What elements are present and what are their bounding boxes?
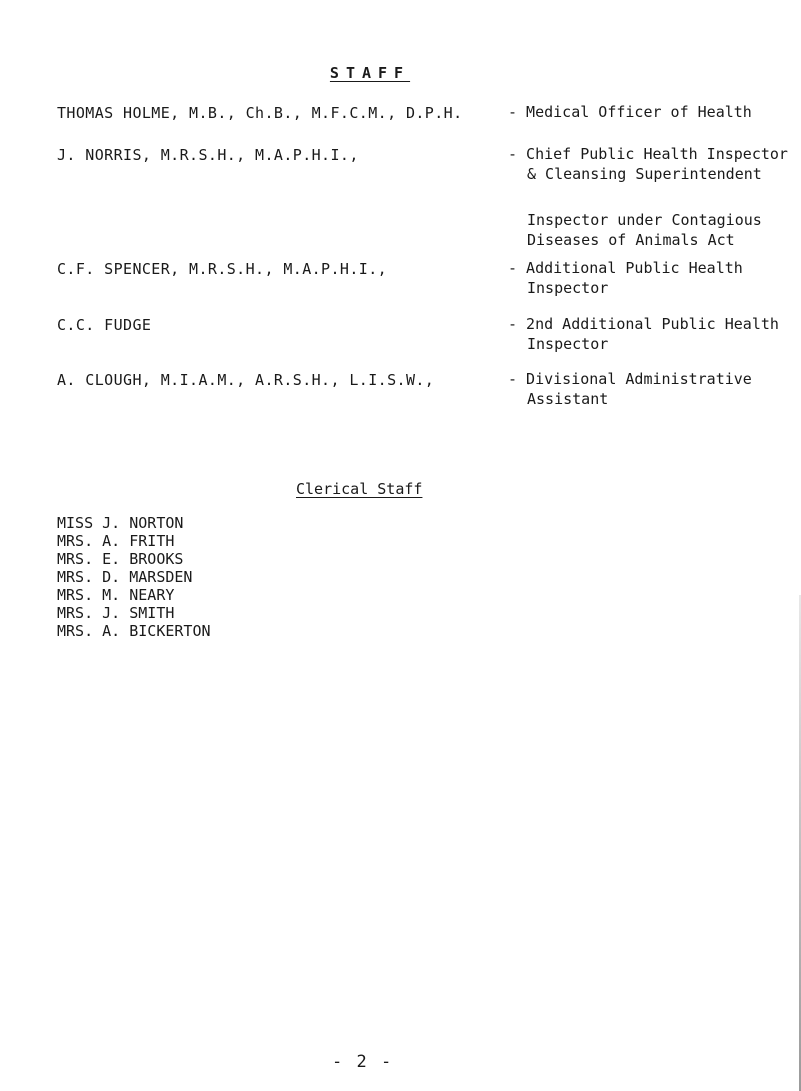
role-line: Inspector under Contagious [527,211,762,229]
role-line: Assistant [527,390,609,408]
role-line: - Additional Public Health [508,259,743,277]
staff-name-holme: THOMAS HOLME, M.B., Ch.B., M.F.C.M., D.P.H. [57,104,463,122]
clerical-staff-list [57,514,211,640]
list-item: MISS J. NORTON [57,514,184,532]
role-line: & Cleansing Superintendent [527,165,762,183]
staff-role-norris [508,144,788,184]
list-item: MRS. A. BICKERTON [57,622,211,640]
role-line: Inspector [527,279,609,297]
list-item: MRS. A. FRITH [57,532,175,550]
staff-role-holme [508,102,752,122]
staff-name-clough: A. CLOUGH, M.I.A.M., A.R.S.H., L.I.S.W., [57,371,435,389]
staff-name-norris: J. NORRIS, M.R.S.H., M.A.P.H.I., [57,146,359,164]
staff-role-spencer [508,258,743,298]
role-line: - Medical Officer of Health [508,103,752,121]
staff-role-clough [508,369,752,409]
list-item: MRS. E. BROOKS [57,550,184,568]
staff-heading: STAFF [329,64,411,82]
list-item: MRS. J. SMITH [57,604,175,622]
staff-name-fudge: C.C. FUDGE [57,316,152,334]
role-line: Diseases of Animals Act [527,231,735,249]
list-item: MRS. D. MARSDEN [57,568,193,586]
staff-name-spencer: C.F. SPENCER, M.R.S.H., M.A.P.H.I., [57,260,388,278]
role-line: - Divisional Administrative [508,370,752,388]
role-line: - Chief Public Health Inspector [508,145,788,163]
list-item: MRS. M. NEARY [57,586,175,604]
staff-role-fudge [508,314,779,354]
page-number: - 2 - [332,1052,394,1072]
staff-extra-role-norris [508,210,762,250]
role-line: Inspector [527,335,609,353]
clerical-staff-heading: Clerical Staff [296,480,423,498]
role-line: - 2nd Additional Public Health [508,315,779,333]
